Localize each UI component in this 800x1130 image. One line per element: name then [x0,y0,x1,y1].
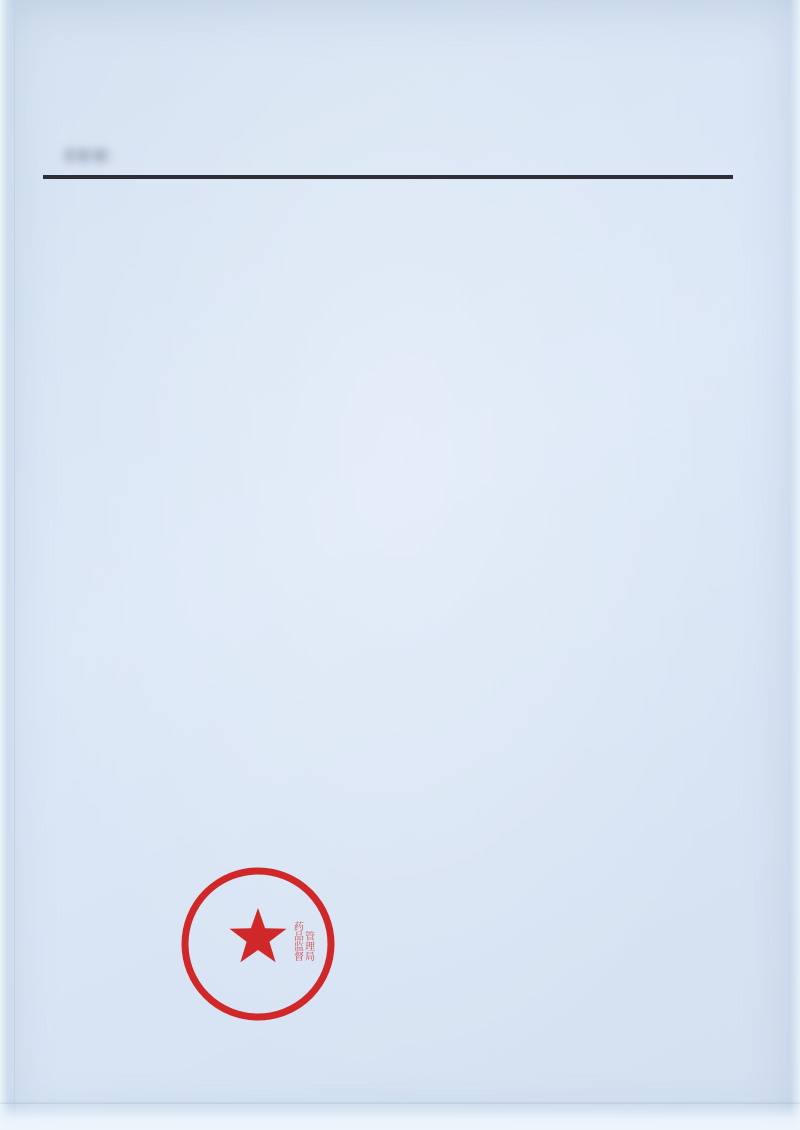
seal-side-text: 药品监督管理局 [294,922,315,963]
qr-code [621,30,731,140]
redaction-patch [65,149,111,162]
page-bottom-edge [0,1104,800,1130]
seal-star-icon [230,908,287,962]
registration-number-line [60,144,116,166]
official-seal-stamp [178,864,338,1024]
certificate-table [43,175,733,179]
page-left-edge [0,0,15,1130]
page-right-edge [790,0,800,1130]
